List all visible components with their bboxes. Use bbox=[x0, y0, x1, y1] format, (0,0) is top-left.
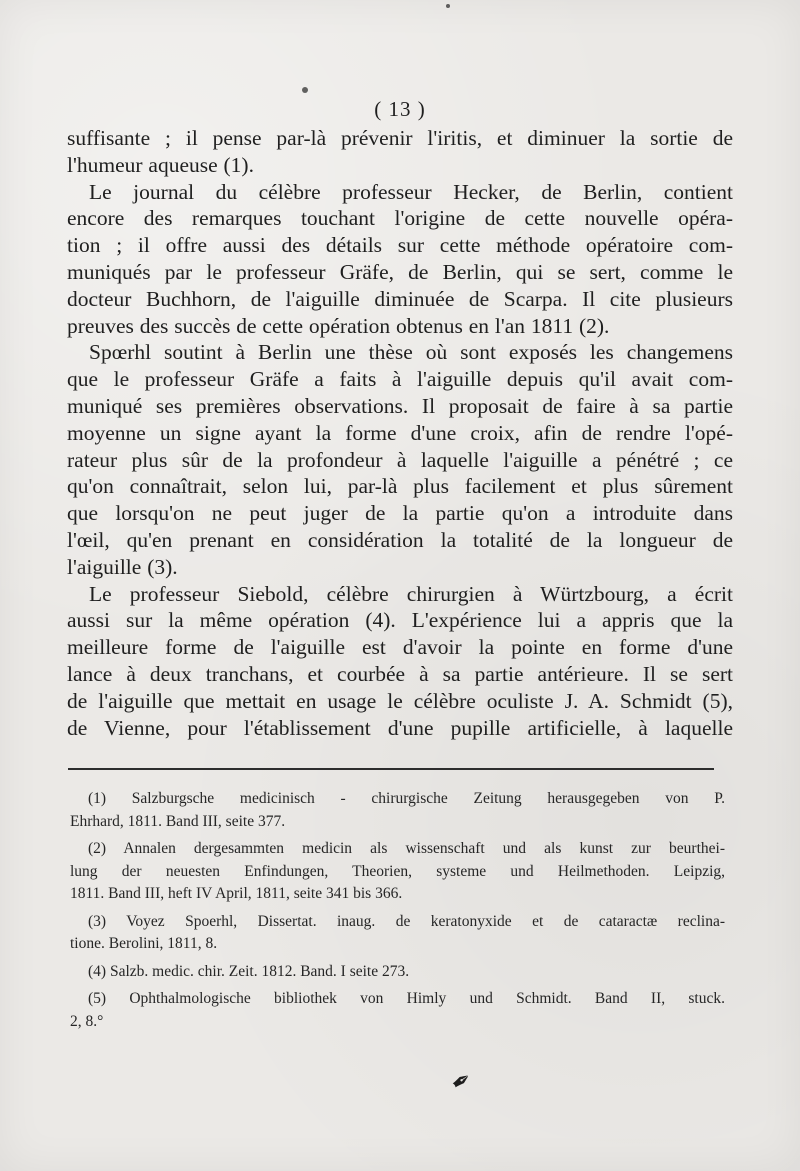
body-line: suffisante ; il pense par-là prévenir l'iritis, et diminuer la sortie de bbox=[67, 126, 733, 150]
body-line: Spœrhl soutint à Berlin une thèse où sont exposés les changemens bbox=[89, 340, 733, 365]
footnote-line: tione. Berolini, 1811, 8. bbox=[70, 935, 218, 952]
ink-dot-icon bbox=[302, 87, 308, 93]
body-line: lance à deux tranchans, et courbée à sa partie antérieure. Il se sert bbox=[67, 661, 733, 686]
body-line: que lorsqu'on ne peut juger de la partie qu'on a introduite dans bbox=[67, 501, 733, 526]
footnote-2 bbox=[70, 838, 725, 906]
body-line: muniqués par le professeur Gräfe, de Berlin, qui se sert, comme le bbox=[67, 259, 733, 284]
body-line: qu'on connaîtrait, selon lui, par-là plus facilement et plus sûrement bbox=[67, 474, 733, 499]
footnote-line: (3) Voyez Spoerhl, Dissertat. inaug. de keratonyxide et de cataractæ reclina- bbox=[88, 912, 725, 930]
body-line: l'humeur aqueuse (1). bbox=[67, 152, 254, 177]
footnote-1 bbox=[70, 788, 725, 833]
body-line: Le professeur Siebold, célèbre chirurgien à Würtzbourg, a écrit bbox=[89, 581, 733, 606]
body-line: de l'aiguille que mettait en usage le célèbre oculiste J. A. Schmidt (5), bbox=[67, 688, 733, 713]
footnote-5 bbox=[70, 988, 725, 1033]
body-line: preuves des succès de cette opération obtenus en l'an 1811 (2). bbox=[67, 313, 610, 338]
main-text bbox=[67, 125, 733, 741]
footnote-line: Ehrhard, 1811. Band III, seite 377. bbox=[70, 812, 286, 830]
body-line: rateur plus sûr de la profondeur à laquelle l'aiguille a pénétré ; ce bbox=[67, 447, 733, 472]
body-line: que le professeur Gräfe a faits à l'aiguille depuis qu'il avait com- bbox=[67, 367, 733, 392]
body-line: tion ; il offre aussi des détails sur cette méthode opératoire com- bbox=[67, 233, 733, 258]
footnote-line: (1) Salzburgsche medicinisch - chirurgische Zeitung herausgegeben von P. bbox=[88, 790, 725, 807]
ink-mark-icon: ✒ bbox=[446, 1065, 478, 1099]
body-line: meilleure forme de l'aiguille est d'avoir la pointe en forme d'une bbox=[67, 635, 733, 660]
body-line: aussi sur la même opération (4). L'expérience lui a appris que la bbox=[67, 608, 733, 633]
footnote-divider bbox=[68, 768, 714, 770]
footnote-4 bbox=[70, 961, 725, 984]
footnote-line: (5) Ophthalmologische bibliothek von Himly und Schmidt. Band II, stuck. bbox=[88, 990, 725, 1007]
body-line: moyenne un signe ayant la forme d'une croix, afin de rendre l'opé- bbox=[67, 420, 733, 445]
body-line: docteur Buchhorn, de l'aiguille diminuée de Scarpa. Il cite plusieurs bbox=[67, 286, 733, 311]
footnote-line: (4) Salzb. medic. chir. Zeit. 1812. Band. I seite 273. bbox=[88, 962, 410, 980]
footnote-line: (2) Annalen dergesammten medicin als wissenschaft und als kunst zur beurthei- bbox=[88, 840, 725, 857]
page-number: ( 13 ) bbox=[374, 97, 426, 121]
footnotes bbox=[70, 788, 725, 1038]
footnote-3 bbox=[70, 911, 725, 956]
body-line: l'œil, qu'en prenant en considération la totalité de la longueur de bbox=[67, 527, 733, 552]
body-line: encore des remarques touchant l'origine de cette nouvelle opéra- bbox=[67, 206, 733, 231]
body-line: de Vienne, pour l'établissement d'une pupille artificielle, à laquelle bbox=[67, 715, 733, 740]
footnote-line: 1811. Band III, heft IV April, 1811, seite 341 bis 366. bbox=[70, 885, 403, 902]
body-line: l'aiguille (3). bbox=[67, 554, 178, 579]
footnote-line: lung der neuesten Enfindungen, Theorien, systeme und Heilmethoden. Leipzig, bbox=[70, 862, 725, 880]
body-line: Le journal du célèbre professeur Hecker, de Berlin, contient bbox=[89, 179, 733, 204]
ink-dot-icon bbox=[446, 4, 450, 8]
footnote-line: 2, 8.° bbox=[70, 1012, 104, 1030]
body-line: muniqué ses premières observations. Il proposait de faire à sa partie bbox=[67, 393, 733, 418]
